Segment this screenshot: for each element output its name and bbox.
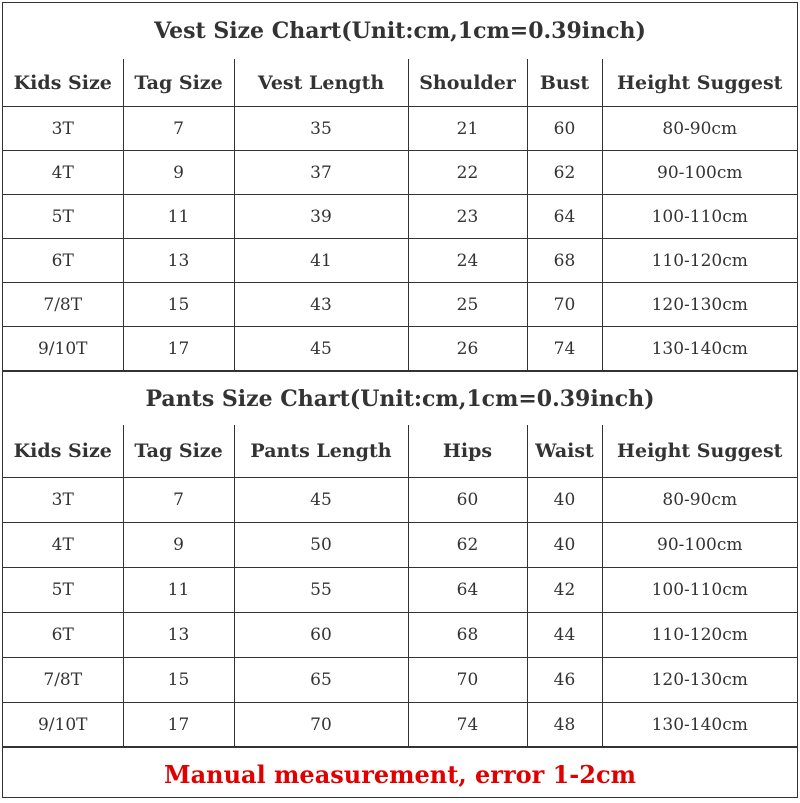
height-suggest-cell: 80-90cm xyxy=(602,478,797,523)
kids-size-cell: 4T xyxy=(3,151,123,195)
vest-length-cell: 37 xyxy=(234,151,408,195)
size-chart-frame xyxy=(2,2,798,798)
kids-size-cell: 5T xyxy=(3,195,123,239)
table-row xyxy=(3,568,797,613)
height-suggest-cell: 120-130cm xyxy=(602,283,797,327)
shoulder-cell: 26 xyxy=(408,327,527,371)
pants-length-cell: 70 xyxy=(234,703,408,748)
tag-size-cell: 15 xyxy=(123,658,234,703)
table-row xyxy=(3,658,797,703)
pants-header-pants-length: Pants Length xyxy=(234,425,408,478)
tag-size-cell: 11 xyxy=(123,568,234,613)
table-row xyxy=(3,239,797,283)
pants-length-cell: 45 xyxy=(234,478,408,523)
hips-cell: 64 xyxy=(408,568,527,613)
table-row xyxy=(3,478,797,523)
waist-cell: 40 xyxy=(527,478,602,523)
bust-cell: 62 xyxy=(527,151,602,195)
tag-size-cell: 17 xyxy=(123,327,234,371)
kids-size-cell: 7/8T xyxy=(3,658,123,703)
waist-cell: 40 xyxy=(527,523,602,568)
waist-cell: 48 xyxy=(527,703,602,748)
pants-header-height-suggest: Height Suggest xyxy=(602,425,797,478)
table-row xyxy=(3,703,797,748)
shoulder-cell: 23 xyxy=(408,195,527,239)
bust-cell: 60 xyxy=(527,107,602,151)
kids-size-cell: 4T xyxy=(3,523,123,568)
vest-length-cell: 35 xyxy=(234,107,408,151)
measurement-note: Manual measurement, error 1-2cm xyxy=(3,746,797,799)
vest-header-height-suggest: Height Suggest xyxy=(602,59,797,107)
waist-cell: 42 xyxy=(527,568,602,613)
shoulder-cell: 22 xyxy=(408,151,527,195)
waist-cell: 44 xyxy=(527,613,602,658)
table-row xyxy=(3,151,797,195)
pants-size-table xyxy=(3,425,797,748)
tag-size-cell: 15 xyxy=(123,283,234,327)
tag-size-cell: 7 xyxy=(123,478,234,523)
vest-header-vest-length: Vest Length xyxy=(234,59,408,107)
vest-header-row xyxy=(3,59,797,107)
table-row xyxy=(3,613,797,658)
kids-size-cell: 3T xyxy=(3,478,123,523)
height-suggest-cell: 90-100cm xyxy=(602,151,797,195)
pants-header-waist: Waist xyxy=(527,425,602,478)
height-suggest-cell: 130-140cm xyxy=(602,327,797,371)
vest-length-cell: 39 xyxy=(234,195,408,239)
tag-size-cell: 9 xyxy=(123,523,234,568)
height-suggest-cell: 110-120cm xyxy=(602,239,797,283)
pants-length-cell: 65 xyxy=(234,658,408,703)
bust-cell: 74 xyxy=(527,327,602,371)
vest-length-cell: 41 xyxy=(234,239,408,283)
tag-size-cell: 7 xyxy=(123,107,234,151)
vest-length-cell: 45 xyxy=(234,327,408,371)
waist-cell: 46 xyxy=(527,658,602,703)
vest-header-kids-size: Kids Size xyxy=(3,59,123,107)
pants-header-row xyxy=(3,425,797,478)
vest-length-cell: 43 xyxy=(234,283,408,327)
height-suggest-cell: 80-90cm xyxy=(602,107,797,151)
height-suggest-cell: 120-130cm xyxy=(602,658,797,703)
pants-length-cell: 50 xyxy=(234,523,408,568)
hips-cell: 70 xyxy=(408,658,527,703)
kids-size-cell: 3T xyxy=(3,107,123,151)
tag-size-cell: 17 xyxy=(123,703,234,748)
vest-chart-title: Vest Size Chart(Unit:cm,1cm=0.39inch) xyxy=(154,18,646,44)
hips-cell: 60 xyxy=(408,478,527,523)
shoulder-cell: 24 xyxy=(408,239,527,283)
height-suggest-cell: 110-120cm xyxy=(602,613,797,658)
bust-cell: 70 xyxy=(527,283,602,327)
table-row xyxy=(3,283,797,327)
vest-header-tag-size: Tag Size xyxy=(123,59,234,107)
tag-size-cell: 13 xyxy=(123,239,234,283)
pants-length-cell: 55 xyxy=(234,568,408,613)
height-suggest-cell: 90-100cm xyxy=(602,523,797,568)
table-row xyxy=(3,327,797,371)
pants-chart-title: Pants Size Chart(Unit:cm,1cm=0.39inch) xyxy=(3,371,797,425)
vest-header-shoulder: Shoulder xyxy=(408,59,527,107)
table-row xyxy=(3,523,797,568)
kids-size-cell: 9/10T xyxy=(3,703,123,748)
tag-size-cell: 11 xyxy=(123,195,234,239)
kids-size-cell: 7/8T xyxy=(3,283,123,327)
hips-cell: 74 xyxy=(408,703,527,748)
hips-cell: 62 xyxy=(408,523,527,568)
pants-header-tag-size: Tag Size xyxy=(123,425,234,478)
table-row xyxy=(3,195,797,239)
hips-cell: 68 xyxy=(408,613,527,658)
vest-size-table xyxy=(3,59,797,371)
bust-cell: 64 xyxy=(527,195,602,239)
kids-size-cell: 6T xyxy=(3,613,123,658)
bust-cell: 68 xyxy=(527,239,602,283)
shoulder-cell: 21 xyxy=(408,107,527,151)
kids-size-cell: 9/10T xyxy=(3,327,123,371)
table-row xyxy=(3,107,797,151)
vest-header-bust: Bust xyxy=(527,59,602,107)
shoulder-cell: 25 xyxy=(408,283,527,327)
pants-header-hips: Hips xyxy=(408,425,527,478)
tag-size-cell: 9 xyxy=(123,151,234,195)
kids-size-cell: 6T xyxy=(3,239,123,283)
pants-header-kids-size: Kids Size xyxy=(3,425,123,478)
height-suggest-cell: 100-110cm xyxy=(602,568,797,613)
height-suggest-cell: 130-140cm xyxy=(602,703,797,748)
height-suggest-cell: 100-110cm xyxy=(602,195,797,239)
kids-size-cell: 5T xyxy=(3,568,123,613)
pants-length-cell: 60 xyxy=(234,613,408,658)
tag-size-cell: 13 xyxy=(123,613,234,658)
